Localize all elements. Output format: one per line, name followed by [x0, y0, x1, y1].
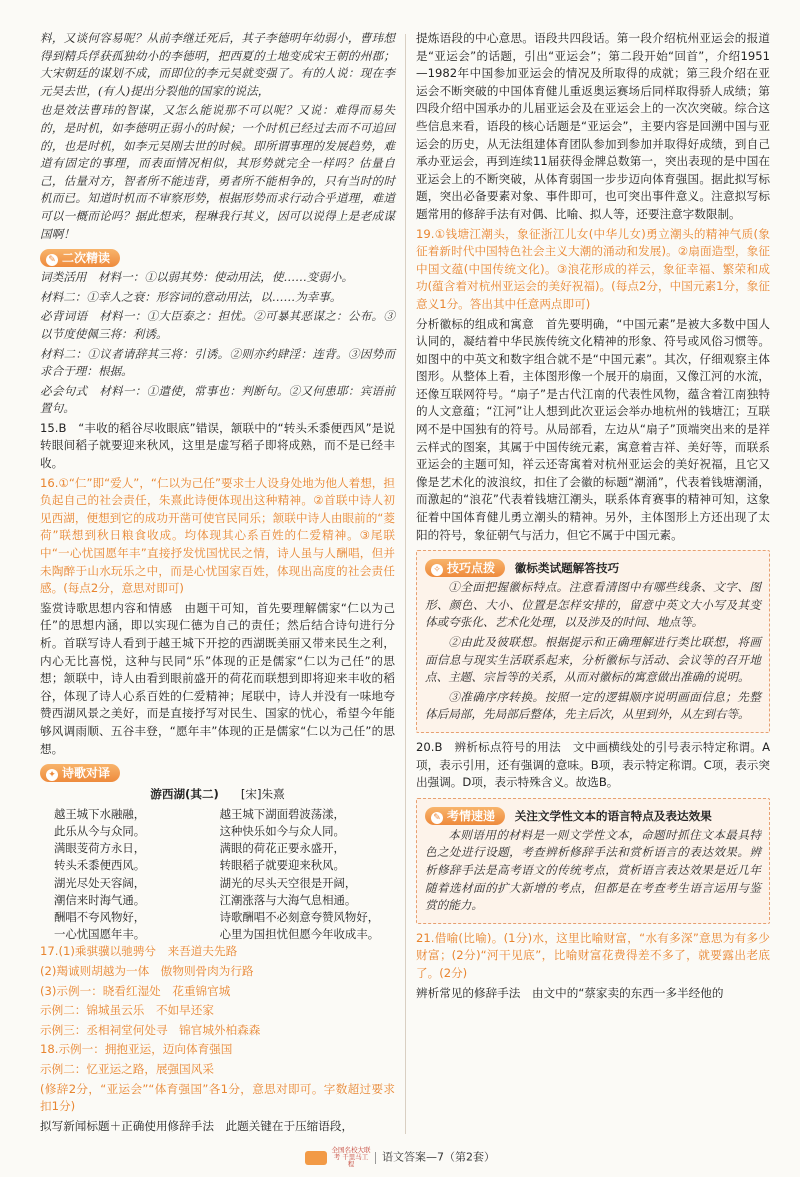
column-divider	[405, 34, 406, 1134]
tips-box	[416, 550, 770, 733]
poem-line: 一心忧国愿年丰。	[54, 927, 146, 942]
brand-name: 全国名校大联考 千里马工程	[331, 1146, 371, 1168]
tips-para: ①全面把握徽标特点。注意看清图中有哪些线条、文字、图形、颜色、大小、位置是怎样安排的，留意中英文大小写及其变体或夸张化、艺术化处理，以及涉及的时间、地点等。	[425, 580, 761, 630]
answer-17-line: (2)羯诚则胡越为一体 傲物则骨肉为行路	[40, 963, 254, 978]
answer-17-line: 17.(1)乘骐骥以驰骋兮 来吾道夫先路	[40, 944, 238, 959]
second-reading-line: 必会句式 材料一：①遣使，常事也：判断句。②又何患耶：宾语前置句。	[40, 383, 395, 416]
poem-title: 游西湖(其二)	[150, 787, 219, 802]
poem-trans-line: 江潮涨落与大海气息相通。	[219, 892, 357, 907]
tips-tag: ✧ 技巧点拨	[425, 559, 505, 577]
second-reading-tag: ✎ 二次精读	[40, 249, 120, 267]
poem-author: [宋]朱熹	[240, 787, 285, 802]
poem-line: 越王城下水融融，	[54, 806, 146, 821]
translation-para-2: 也是效法曹玮的智谋，又怎么能说那不可以呢？又说：难得而易失的，是时机，如李德明正弱小的时候；一个时机已经过去而不可追回的，也是时机，如李元昊刚去世的时候。即所谓事理的发展趋势，难道有固定的事理，而表面情况相似，其形势就完全一样吗？估量自己，估量对方，智者所不能违背，勇者所不能相争的，只有当时的时机而已。知道时机而不审察形势，根据形势而求行动合乎道理，难道可以一概而论吗？据此想来，程琳我行其义，因可以说得上是老成谋国啊！	[40, 103, 395, 241]
tips-title: 徽标类试题解答技巧	[514, 561, 620, 576]
poem-translation-tag: ✦ 诗歌对译	[40, 764, 120, 782]
answer-21: 21.借喻(比喻)。(1分)水，这里比喻财富，“水有多深”意思为有多少财富；(2分)“河干见底”，比喻财富花费得差不多了，就要露出老底了。(2分)	[416, 930, 770, 980]
pen-icon: ✎	[431, 812, 443, 824]
exam-trend-box	[416, 798, 770, 924]
right-column	[416, 30, 770, 1004]
answer-17-line: (3)示例一：晓看红湿处 花重锦官城	[40, 983, 231, 998]
answer-18-line: 18.示例一：拥抱亚运，迈向体育强国	[40, 1042, 233, 1057]
poem-line: 湖光尽处天容阔，	[54, 875, 146, 890]
translation-para-1: 料，又谈何容易呢？从前李继迁死后，其子李德明年幼弱小，曹玮想得到精兵俘获孤独幼小的李德明，把西夏的土地变成宋王朝的州郡；大宋朝廷的谋划不成，而即位的李元昊就变强了。有的人说：现在李元昊去世，(有人)提出分裂他的国家的说法，	[40, 31, 395, 98]
answer-18-line: 拟写新闻标题＋正确使用修辞手法 此题关键在于压缩语段，	[40, 1118, 354, 1133]
poem-line: 此乐从今与众同。	[54, 823, 146, 838]
poem-trans-line: 湖光的尽头天空很是开阔，	[219, 875, 357, 890]
poem-line: 满眼芰荷方永日，	[54, 841, 146, 856]
analysis-18-cont: 提炼语段的中心意思。语段共四段话。第一段介绍杭州亚运会的报道是“亚运会”的话题，引出“亚运会”；第二段开始“回首”，介绍1951—1982年中国参加亚运会的情况及所取得的成就；第三段介绍在亚运会不断突破的中国体育健儿重返奥运赛场后同样取得骄人成绩；第四段介绍中国承办的儿届亚运会及在亚运会上的一次次突破。综合这些信息来看，语段的核心话题是“亚运会”，主要内容是回溯中国与亚运会的历史，从无法组建体育团队参加到参加并取得好成绩，到自己承办亚运会，再到连续11届获得金牌总数第一，突出表现的是中国在亚运会上的不断突破，从体育弱国一步步迈向体育强国。据此拟写标题，突出必备要素对象、事件即可，也可突出事件意义。注意拟写标题常用的修辞手法有对偶、比喻、拟人等，还要注意字数限制。	[416, 31, 770, 221]
answer-19: 19.①钱塘江潮头，象征浙江儿女(中华儿女)勇立潮头的精神气质(象征着新时代中国特色社会主义大潮的涌动和发展)。②扇面造型，象征中国文蕴(中国传统文化)。③浪花形成的祥云，象征幸福、繁荣和成功(蕴含着对杭州亚运会的美好祝福)。(每点2分，中国元素1分，象征意义1分。答出其中任意两点即可)	[416, 226, 770, 311]
footer-divider	[375, 1152, 376, 1164]
analysis-21: 辨析常见的修辞手法 由文中的“蔡家卖的东西一多半经他的	[416, 985, 724, 1000]
poem-trans-line: 诗歌酬唱不必刻意夸赞风物好，	[219, 909, 380, 924]
second-reading-line: 必背词语 材料一：①大臣泰之：担忧。②可暴其恶谋之：公布。③以节度使佩三将：利诱。	[40, 309, 395, 341]
book-icon: ✎	[46, 254, 58, 266]
scroll-icon: ✦	[46, 769, 58, 781]
answer-16: 16.①“仁”即“爱人”，“仁以为己任”要求士人设身处地为他人着想，担负起自己的社会责任，朱熹此诗便体现出这种精神。②首联中诗人初见西湖，便想到它的成功开凿可使官民同乐；颔联中诗人由眼前的“菱荷”联想到秋日粮食收成。均体现其心系百姓的仁爱精神。③尾联中“一心忧国愿年丰”直接抒发忧国忧民之情，诗人虽与人酬唱，但并未陶醉于山水玩乐之中，而是心忧国家百姓，体现出高度的社会责任感。(每点2分，意思对即可)	[40, 475, 395, 596]
poem-trans-line: 这种快乐如今与众人同。	[219, 823, 345, 838]
second-reading-line: 材料二：①幸人之衰：形容词的意动用法，以……为幸事。	[40, 289, 342, 304]
poem-line: 酬唱不夸风物好，	[54, 909, 146, 924]
second-reading-line: 词类活用 材料一：①以弱其势：使动用法，使……变弱小。	[40, 270, 354, 285]
second-reading-line: 材料二：①议者请辞其三将：引诱。②则亦约肆淫：连背。③因势而求合于理：根据。	[40, 346, 395, 379]
tips-para: ③准确序序转换。按照一定的逻辑顺序说明画面信息；先整体后局部，先局部后整体，先主后次，从里到外，从左到右等。	[425, 689, 761, 722]
poem-heading	[40, 786, 395, 804]
poem-trans-line: 转眼稻子就要迎来秋风。	[219, 858, 345, 873]
answer-18-line: (修辞2分，“亚运会”“体育强国”各1分，意思对即可。字数超过要求扣1分)	[40, 1081, 395, 1114]
answer-20: 20.B 辨析标点符号的用法 文中画横线处的引号表示特定称谓。A项，表示引用，还有强调的意味。B项，表示特定称谓。C项，表示突出强调。D项，表示特殊含义。故选B。	[416, 739, 770, 790]
exam-trend-tag: ✎ 考情速递	[425, 807, 505, 825]
analysis-19: 分析徽标的组成和寓意 首先要明确，“中国元素”是被大多数中国人认同的，凝结着中华民族传统文化精神的形象、符号或风俗习惯等。如图中的中英文和数字组合就不是“中国元素”。其次，仔细观察主体图形。从整体上看，主体图形像一个展开的扇面，又像江河的水流，还像互联网符号。“扇子”是古代江南的代表性风物，蕴含着江南独特的人文意蕴；“江河”让人想到此次亚运会举办地杭州的钱塘江；互联网不是中国独有的符号。从局部看，左边从“扇子”顶端突出来的是祥云样式的图案，其属于中国传统元素，寓意着吉祥、美好等，而联系亚运会的主题可知，祥云还寄寓着对杭州亚运会的美好祝福，且它又像是艺术化的波浪纹，扣住了会徽的标题“潮涌”，代表着钱塘潮涌，而激起的“浪花”代表着钱塘江潮头，联系体育赛事的精神可知，这象征着中国体育健儿勇立潮头的精神。另外，主体图形上方还出现了太阳的符号，象征朝气与活力，但它不属于中国元素。	[416, 316, 770, 542]
brand-logo-icon	[305, 1151, 327, 1165]
page-number: 语文答案—7（第2套）	[382, 1150, 495, 1164]
poem-line: 潮信来时海气通。	[54, 892, 146, 907]
answer-17-line: 示例二：锦城虽云乐 不如早还家	[40, 1003, 214, 1018]
answer-18-line: 示例二：忆亚运之路，展强国风采	[40, 1061, 214, 1076]
analysis-16: 鉴赏诗歌思想内容和情感 由题干可知，首先要理解儒家“仁以为己任”的思想内涵，即以实现仁德为自己的责任；然后结合诗句进行分析。首联写诗人看到于越王城下开挖的西湖既美丽又带来民生之利，内心无比喜悦，这种与民同“乐”体现的正是儒家“仁以为己任”的思想；颔联中，诗人由看到眼前盛开的荷花而联想到即将迎来丰收的稻谷，体现了诗人心系百姓的仁爱精神；尾联中，诗人并没有一味地夸赞西湖风景之美好，而是直接抒写对民生、国家的忧心，希望今年能够风调雨顺、五谷丰登，“愿年丰”体现的正是儒家“仁以为己任”的思想。	[40, 600, 395, 756]
exam-trend-para: 本则语用的材料是一则文学性文本，命题时抓住文本最具特色之处进行设题，考查辨析修辞手法和赏析语言的表达效果。辨析修辞手法是高考语文的传统考点，赏析语言表达效果是近几年随着选材面的扩大新增的考点，但都是在考查考生语言运用与鉴赏的能力。	[425, 827, 761, 913]
page-footer	[0, 1147, 800, 1168]
poem-line: 转头禾黍便西风。	[54, 858, 146, 873]
exam-trend-title: 关注文学性文本的语言特点及表达效果	[514, 808, 712, 823]
answer-15: 15.B “丰收的稻谷尽收眼底”错误，颔联中的“转头禾黍便西风”是说转眼间稻子就要迎来秋风，这里是虚写稻子即将成熟，而不是已经丰收。	[40, 420, 395, 471]
poem-translation	[220, 806, 395, 944]
poem-trans-line: 越王城下湖面碧波荡漾，	[219, 806, 345, 821]
answer-17-line: 示例三：丞相祠堂何处寻 锦官城外柏森森	[40, 1022, 261, 1037]
left-column	[40, 30, 395, 1137]
lightbulb-icon: ✧	[431, 564, 443, 576]
poem-trans-line: 心里为国担忧但愿今年收成丰。	[219, 927, 380, 942]
tips-para: ②由此及彼联想。根据提示和正确理解进行类比联想，将画面信息与现实生活联系起来，分析徽标与活动、会议等的召开地点、主题、宗旨等的关系，从而对徽标的寓意做出准确的说明。	[425, 635, 761, 685]
poem-trans-line: 满眼的荷花正要永盛开，	[219, 841, 345, 856]
poem-block	[40, 806, 395, 944]
poem-original	[40, 806, 220, 944]
